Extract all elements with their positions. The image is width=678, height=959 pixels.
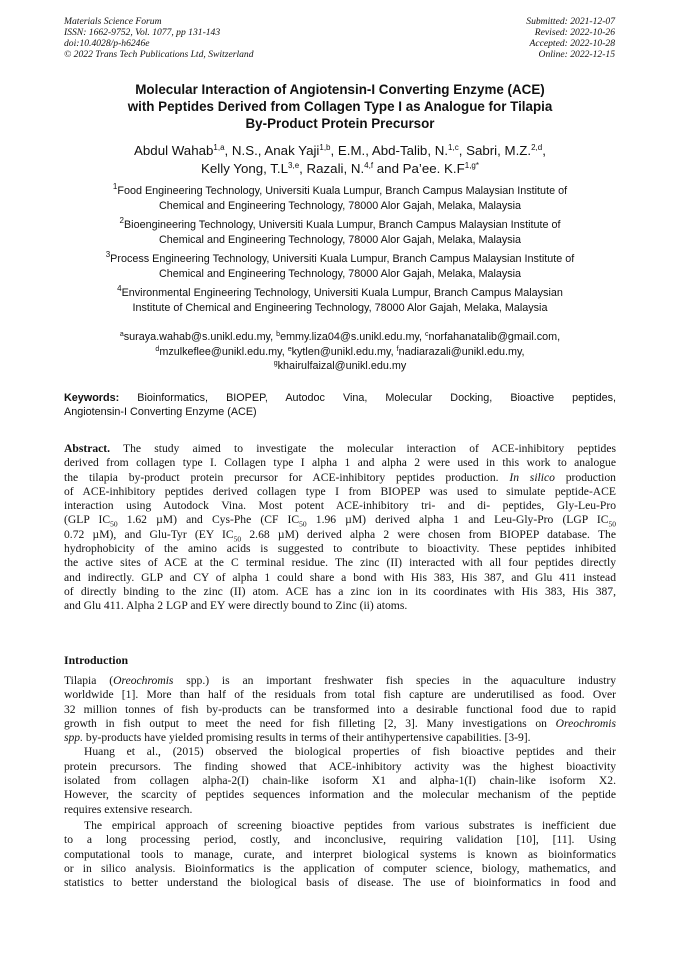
doi-line: doi:10.4028/p-h6246e: [64, 38, 150, 49]
body-italic: spp.: [64, 731, 84, 745]
affiliation: [64, 218, 616, 247]
body-line: worldwide [1]. More than half of the residuals from total fish capture are underutilised as food. Over: [64, 688, 616, 702]
author-line: [64, 160, 616, 178]
affiliation: [64, 252, 616, 281]
keywords-line: Angiotensin-I Converting Enzyme (ACE): [64, 405, 257, 418]
subscript: 50: [233, 534, 242, 544]
abstract-text: (GLP IC: [64, 513, 111, 527]
keywords-block: [64, 392, 616, 419]
abstract-line: the active sites of ACE at the C terminal residue. The zinc (II) interacted with all four peptides directly: [64, 556, 616, 570]
body-italic: Oreochromis: [113, 674, 174, 687]
affiliation-line: Chemical and Engineering Technology, 78000 Alor Gajah, Melaka, Malaysia: [158, 267, 522, 280]
email-link[interactable]: khairulfaizal@unikl.edu.my: [277, 360, 407, 372]
author-name: Razali, N.: [306, 161, 365, 176]
abstract-line: hydrophobicity of the amino acids is suggested to contribute to bioactivity. These peptides inhibited: [64, 542, 616, 556]
section-heading: Introduction: [64, 653, 129, 667]
email-link[interactable]: norfahanatalib@gmail.com,: [428, 331, 561, 343]
body-line: computational tools to manage, curate, and interpret biological systems is known as bioinformatics: [64, 847, 616, 861]
author-name: Abdul Wahab: [134, 143, 214, 158]
revised-date: Revised: 2022-10-26: [534, 27, 615, 38]
abstract-line: interaction using Autodock Vina. Most potent ACE-inhibitory tri- and di- peptides, Gly-Leu-Pro: [64, 499, 616, 513]
body-text: spp.) is an important freshwater fish species in the aquaculture industry: [173, 674, 617, 687]
abstract-line: and Glu 411. Alpha 2 LGP and EY were directly bound to Zinc (ii) atoms.: [64, 599, 408, 613]
subscript: 50: [110, 519, 118, 529]
body-line: to a long processing period, costly, and inconclusive, requiring validation [10], [11]. Using: [64, 833, 616, 847]
email-link[interactable]: nadiarazali@unikl.edu.my,: [398, 345, 525, 358]
affiliation-text: Environmental Engineering Technology, Universiti Kuala Lumpur, Branch Campus Malaysian: [121, 287, 563, 299]
author-sep: ,: [542, 143, 546, 158]
abstract-text: 1.96 µM) derived alpha 1 and Leu-Gly-Pro (LGP IC: [306, 513, 609, 527]
keywords-label: Keywords:: [64, 392, 120, 404]
abstract-line: [64, 471, 616, 485]
abstract-line: [64, 528, 616, 542]
affiliation-line: Chemical and Engineering Technology, 78000 Alor Gajah, Melaka, Malaysia: [158, 199, 522, 212]
author-sup: 1,b: [319, 143, 331, 152]
affiliation-number: 3: [105, 250, 111, 259]
author-sup: 3,e: [288, 161, 300, 170]
abstract-line: and indirectly. GLP and CY of alpha 1 could share a bond with His 383, His 387, and Glu 411 instead: [64, 570, 616, 584]
abstract-text: 2.68 µM) derived alpha 2 were chosen from BIOPEP database. The: [241, 527, 616, 541]
online-date: Online: 2022-12-15: [538, 49, 615, 60]
affiliation-text: Food Engineering Technology, Universiti Kuala Lumpur, Branch Campus Malaysian Institute of: [117, 185, 568, 197]
abstract: [64, 442, 616, 614]
affiliations: [64, 184, 616, 320]
author-name: Sabri, M.Z.: [466, 143, 532, 158]
email-label: a: [119, 331, 124, 338]
email-label: d: [155, 345, 160, 353]
email-link[interactable]: emmy.liza04@s.unikl.edu.my,: [280, 331, 426, 343]
author-sup: 1,a: [213, 143, 225, 152]
title-line: Molecular Interaction of Angiotensin-I Converting Enzyme (ACE): [135, 82, 545, 97]
keywords-text: Bioinformatics, BIOPEP, Autodoc Vina, Molecular Docking, Bioactive peptides,: [119, 392, 616, 404]
body-line: 32 million tonnes of fish by-products can be transformed into a desirable functional food due to rapid: [64, 702, 616, 716]
title-line: By-Product Protein Precursor: [245, 116, 435, 131]
abstract-label: Abstract.: [64, 442, 111, 455]
author-sep: ,: [299, 161, 307, 176]
author-sup: 1,g*: [464, 161, 479, 170]
affiliation: [64, 184, 616, 213]
body-line: [64, 731, 616, 745]
body-text: by-products have yielded promising results in terms of their antihypertensive capabilities. [3-9].: [83, 731, 531, 745]
affiliation-line: [64, 286, 616, 301]
subscript: 50: [608, 519, 616, 529]
affiliation-line: [64, 218, 616, 233]
author-sup: 2,d: [531, 143, 543, 152]
affiliation-number: 4: [117, 284, 122, 293]
affiliation-number: 2: [119, 216, 124, 225]
author-name: Pa’ee. K.F: [402, 161, 465, 176]
author-name: Anak Yaji: [264, 143, 320, 158]
author-name: Kelly Yong, T.L: [201, 161, 289, 176]
abstract-text: 1.62 µM) and Cys-Phe (CF IC: [117, 513, 300, 527]
introduction-body: [64, 674, 616, 890]
abstract-text: 0.72 µM), and Glu-Tyr (EY IC: [64, 527, 234, 541]
author-list: [64, 142, 616, 178]
body-line: Huang et al., (2015) observed the biological properties of fish bioactive peptides and their: [84, 745, 616, 759]
abstract-line: derived from collagen type I. Collagen type I alpha 1 and alpha 2 were used in this work to analogue: [64, 456, 616, 470]
email-link[interactable]: kytlen@unikl.edu.my,: [291, 345, 397, 358]
email-line: [64, 359, 616, 374]
submitted-date: Submitted: 2021-12-07: [526, 16, 615, 27]
affiliation-number: 1: [112, 182, 118, 191]
body-text: growth in fish output to meet the need for fish filleting [2, 3]. Many investigations on: [64, 716, 556, 730]
affiliation-line: Chemical and Engineering Technology, 78000 Alor Gajah, Melaka, Malaysia: [158, 233, 522, 246]
keywords-line: [64, 392, 616, 406]
abstract-italic: In silico: [509, 470, 555, 484]
abstract-text: the tilapia by-product protein precursor for ACE-inhibitory peptides production.: [64, 470, 510, 484]
journal-name: Materials Science Forum: [64, 16, 162, 27]
body-line: requires extensive research.: [64, 802, 193, 816]
body-line: isolated from collagen alpha-2(I) chain-like isoform X1 and alpha-1(I) chain-like isoform X2.: [64, 774, 616, 788]
affiliation: [64, 286, 616, 315]
email-label: g: [273, 360, 278, 367]
author-sup: 4,f: [364, 161, 374, 170]
body-line: protein precursors. The finding showed that ACE-inhibitory activity was the highest bioactivity: [64, 759, 616, 773]
affiliation-text: Process Engineering Technology, Universiti Kuala Lumpur, Branch Campus Malaysian Institute of: [110, 253, 575, 265]
abstract-line: of ACE-inhibitory peptides derived collagen type I from BIOPEP was used to simulate peptide-ACE: [64, 484, 616, 498]
author-line: [64, 142, 616, 160]
email-line: [64, 330, 616, 345]
body-line: or in silico analysis. Bioinformatics is the application of computer science, biology, mathematics, and: [64, 861, 616, 875]
author-initials: , N.S.,: [224, 143, 265, 158]
email-list: [64, 330, 616, 374]
email-label: c: [425, 331, 429, 338]
email-label: f: [396, 345, 399, 353]
body-line: [64, 717, 616, 731]
issn-line: ISSN: 1662-9752, Vol. 1077, pp 131-143: [64, 27, 221, 38]
abstract-text: The study aimed to investigate the molecular interaction of ACE-inhibitory peptides: [110, 442, 616, 455]
author-sep: ,: [458, 143, 467, 158]
body-line: However, the scarcity of peptides sequences information and the molecular mechanism of the peptide: [64, 788, 616, 802]
affiliation-line: [64, 184, 616, 199]
title-line: with Peptides Derived from Collagen Type I as Analogue for Tilapia: [127, 99, 553, 114]
author-initials: , E.M.,: [330, 143, 372, 158]
email-link[interactable]: mzulkeflee@unikl.edu.my,: [159, 345, 288, 358]
body-text: Tilapia (: [64, 674, 114, 687]
paper-title: [64, 81, 616, 132]
author-sup: 1,c: [448, 143, 459, 152]
body-italic: Oreochromis: [555, 716, 616, 730]
copyright-line: © 2022 Trans Tech Publications Ltd, Switzerland: [64, 49, 254, 60]
abstract-line: of directly binding to the zinc (II) atom. ACE has a zinc ion in its coordinates with His 383, His 387,: [64, 584, 616, 598]
email-line: [64, 345, 616, 360]
author-name: Abd-Talib, N.: [371, 143, 449, 158]
abstract-text: production: [554, 470, 616, 484]
body-line: The empirical approach of screening bioactive peptides from various substrates is inefficient due: [84, 818, 616, 832]
body-line: statistics to better understand the biological basis of disease. The use of bioinformatics in food and: [64, 876, 616, 890]
email-link[interactable]: suraya.wahab@s.unikl.edu.my,: [123, 331, 277, 343]
subscript: 50: [299, 519, 307, 529]
email-label: b: [276, 331, 281, 338]
accepted-date: Accepted: 2022-10-28: [529, 38, 615, 49]
journal-info: [64, 16, 254, 60]
publication-dates: [526, 16, 615, 60]
abstract-line: [64, 513, 616, 527]
email-label: e: [287, 345, 292, 353]
author-sep: and: [373, 161, 403, 176]
affiliation-line: [64, 252, 616, 267]
affiliation-line: Institute of Chemical and Engineering Technology, 78000 Alor Gajah, Melaka, Malaysia: [132, 301, 548, 314]
body-line: [64, 674, 616, 688]
abstract-line: [64, 442, 616, 456]
affiliation-text: Bioengineering Technology, Universiti Kuala Lumpur, Branch Campus Malaysian Institute of: [123, 219, 561, 231]
